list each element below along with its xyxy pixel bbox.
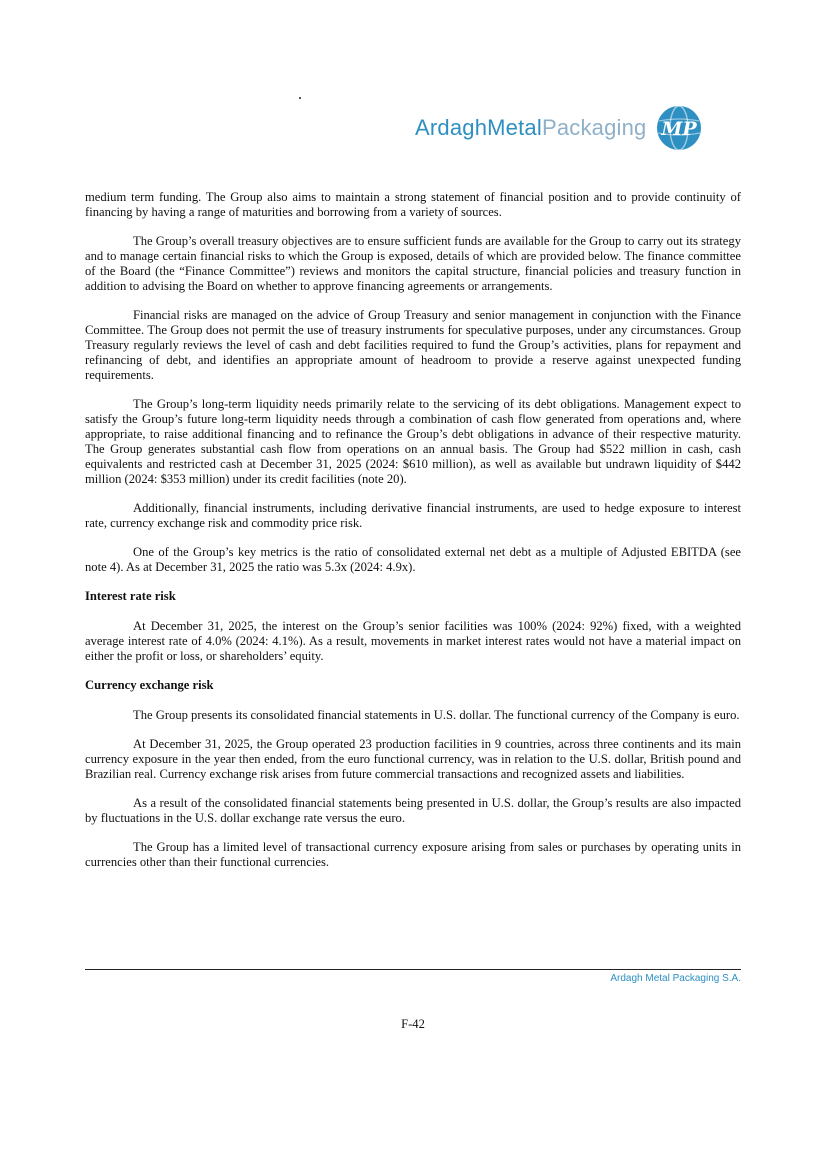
brand-wordmark: ArdaghMetalPackaging — [415, 115, 647, 140]
section-heading-interest-rate-risk: Interest rate risk — [85, 589, 176, 603]
brand-header — [415, 104, 703, 152]
paragraph: Financial risks are managed on the advice of Group Treasury and senior management in conjunction with the Finance Committee. The Group does not permit the use of treasury instruments for speculative purposes, under any circumstances. Group Treasury regularly reviews the level of cash and debt facilities required to fund the Group’s activities, plans for repayment and refinancing of debt, and identifies an appropriate amount of headroom to provide a reserve against unexpected funding requirements. — [85, 308, 741, 382]
header-mark — [299, 97, 301, 99]
paragraph: medium term funding. The Group also aims to maintain a strong statement of financial position and to provide continuity of financing by having a range of maturities and borrowing from a variety of sources. — [85, 190, 741, 219]
paragraph: One of the Group’s key metrics is the ratio of consolidated external net debt as a multiple of Adjusted EBITDA (see note 4). As at December 31, 2025 the ratio was 5.3x (2024: 4.9x). — [85, 545, 741, 574]
footer-divider — [85, 969, 741, 970]
document-body — [85, 190, 741, 884]
paragraph: The Group presents its consolidated financial statements in U.S. dollar. The functional currency of the Company is euro. — [133, 708, 740, 722]
svg-text:MP: MP — [660, 118, 697, 140]
paragraph: The Group has a limited level of transactional currency exposure arising from sales or purchases by operating units in currencies other than their functional currencies. — [85, 840, 741, 869]
footer-company-name: Ardagh Metal Packaging S.A. — [610, 973, 741, 984]
paragraph: At December 31, 2025, the Group operated 23 production facilities in 9 countries, across three continents and its main currency exposure in the year then ended, from the euro functional currency, was in relation to the U.S. dollar, British pound and Brazilian real. Currency exchange risk arises from future commercial transactions and recognized assets and liabilities. — [85, 737, 741, 781]
paragraph: The Group’s long-term liquidity needs primarily relate to the servicing of its debt obligations. Management expect to satisfy the Group’s future long-term liquidity needs through a combination of cash flow generated from operations and, where appropriate, to raise additional financing and to refinance the Group’s debt obligations in advance of their respective maturity. The Group generates substantial cash flow from operations on an annual basis. The Group had $522 million in cash, cash equivalents and restricted cash at December 31, 2025 (2024: $610 million), as well as available but undrawn liquidity of $442 million (2024: $353 million) under its credit facilities (note 20). — [85, 397, 741, 486]
paragraph: The Group’s overall treasury objectives are to ensure sufficient funds are available for the Group to carry out its strategy and to manage certain financial risks to which the Group is exposed, details of which are provided below. The finance committee of the Board (the “Finance Committee”) reviews and monitors the capital structure, financial policies and treasury function in addition to advising the Board on whether to approve financing agreements or arrangements. — [85, 234, 741, 293]
section-heading-currency-exchange-risk: Currency exchange risk — [85, 678, 214, 692]
paragraph: As a result of the consolidated financial statements being presented in U.S. dollar, the Group’s results are also impacted by fluctuations in the U.S. dollar exchange rate versus the euro. — [85, 796, 741, 825]
amp-logo-icon — [655, 104, 703, 152]
paragraph: Additionally, financial instruments, including derivative financial instruments, are used to hedge exposure to interest rate, currency exchange risk and commodity price risk. — [85, 501, 741, 530]
paragraph: At December 31, 2025, the interest on the Group’s senior facilities was 100% (2024: 92%) fixed, with a weighted average interest rate of 4.0% (2024: 4.1%). As a result, movements in market interest rates would not have a material impact on either the profit or loss, or shareholders’ equity. — [85, 619, 741, 663]
page-number: F-42 — [401, 1017, 425, 1031]
